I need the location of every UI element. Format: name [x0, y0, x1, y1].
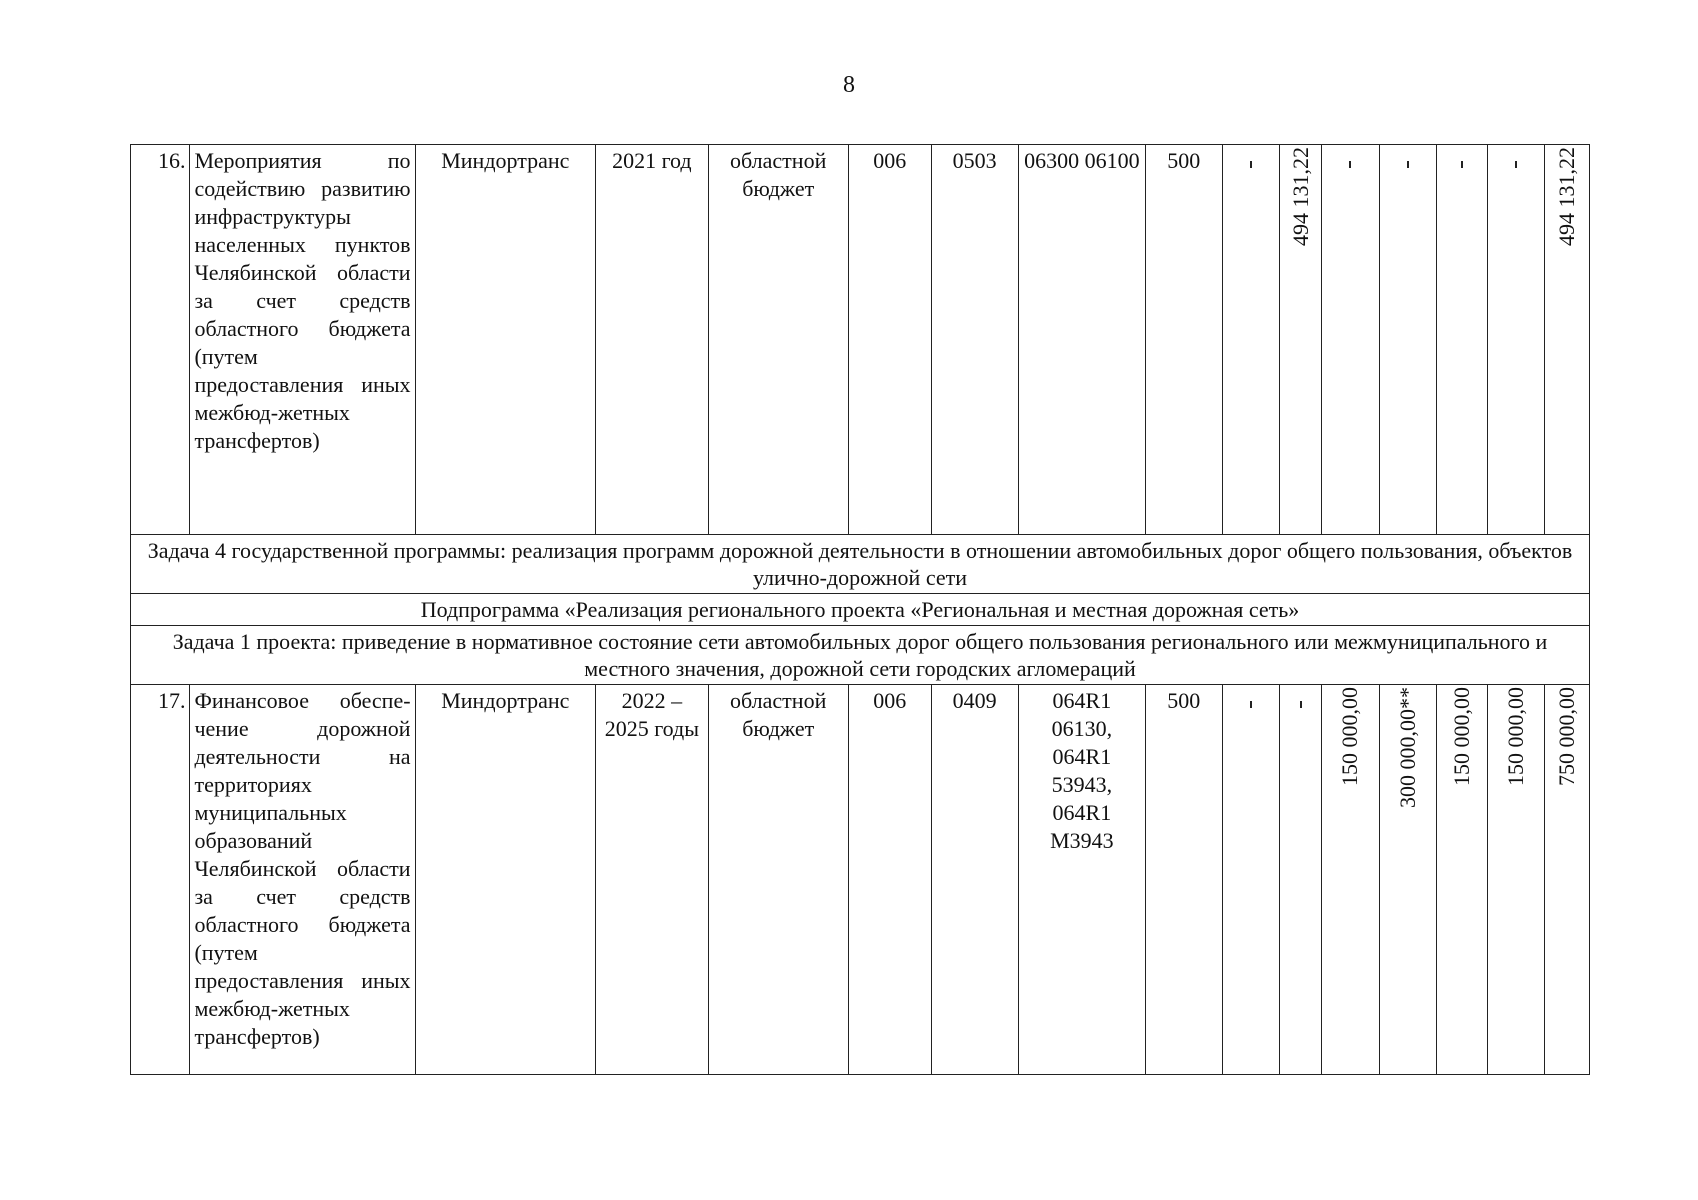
code-section: 0409 — [931, 685, 1018, 1075]
section-title: Подпрограмма «Реализация регионального проекта «Региональная и местная дорожная сеть» — [131, 594, 1590, 626]
amount-value: 300 000,00** — [1394, 687, 1420, 808]
table-row — [131, 685, 1590, 1075]
code-target-item: 064R1 06130, 064R1 53943, 064R1 M3943 — [1018, 685, 1145, 1075]
amount-cell — [1322, 685, 1379, 1075]
executor: Миндортранс — [415, 145, 596, 535]
code-expense-type: 500 — [1146, 145, 1222, 535]
funding-source: областной бюджет — [708, 145, 848, 535]
program-table — [130, 144, 1590, 1075]
empty-mark — [1379, 145, 1436, 535]
total-value: 494 131,22 — [1554, 147, 1580, 246]
activity-description: Финансовое обеспе-чение дорожной деятельности на территориях муниципальных образований Челябинской области за счет средств областного бюджета (путем предоставления иных межбюд-жетных трансфертов) — [190, 685, 415, 1075]
period: 2022 – 2025 годы — [596, 685, 709, 1075]
empty-mark — [1487, 145, 1544, 535]
funding-source: областной бюджет — [708, 685, 848, 1075]
section-title: Задача 4 государственной программы: реализация программ дорожной деятельности в отношении автомобильных дорог общего пользования, объектов улично-дорожной сети — [131, 535, 1590, 594]
empty-mark — [1279, 685, 1321, 1075]
table-row — [131, 145, 1590, 535]
section-heading-task4 — [131, 535, 1590, 594]
section-heading-task1 — [131, 626, 1590, 685]
code-target-item: 06300 06100 — [1018, 145, 1145, 535]
code-ministry: 006 — [848, 145, 931, 535]
period: 2021 год — [596, 145, 709, 535]
amount-value: 150 000,00 — [1503, 687, 1529, 786]
empty-mark — [1436, 145, 1487, 535]
executor: Миндортранс — [415, 685, 596, 1075]
total-value: 750 000,00 — [1554, 687, 1580, 786]
code-section: 0503 — [931, 145, 1018, 535]
code-expense-type: 500 — [1146, 685, 1222, 1075]
amount-value: 494 131,22 — [1287, 147, 1313, 246]
row-number: 16. — [131, 145, 190, 535]
page-number: 8 — [843, 72, 855, 98]
section-title: Задача 1 проекта: приведение в нормативное состояние сети автомобильных дорог общего пользования регионального или межмуниципального и местного значения, дорожной сети городских агломераций — [131, 626, 1590, 685]
amount-value: 150 000,00 — [1337, 687, 1363, 786]
row-number: 17. — [131, 685, 190, 1075]
amount-cell — [1279, 145, 1321, 535]
empty-mark — [1222, 145, 1279, 535]
total-cell — [1545, 145, 1590, 535]
empty-mark — [1322, 145, 1379, 535]
code-ministry: 006 — [848, 685, 931, 1075]
total-cell — [1545, 685, 1590, 1075]
section-heading-subprogram — [131, 594, 1590, 626]
amount-value: 150 000,00 — [1448, 687, 1474, 786]
amount-cell — [1436, 685, 1487, 1075]
activity-description: Мероприятия по содействию развитию инфраструктуры населенных пунктов Челябинской области за счет средств областного бюджета (путем предоставления иных межбюд-жетных трансфертов) — [190, 145, 415, 535]
amount-cell — [1379, 685, 1436, 1075]
amount-cell — [1487, 685, 1544, 1075]
empty-mark — [1222, 685, 1279, 1075]
